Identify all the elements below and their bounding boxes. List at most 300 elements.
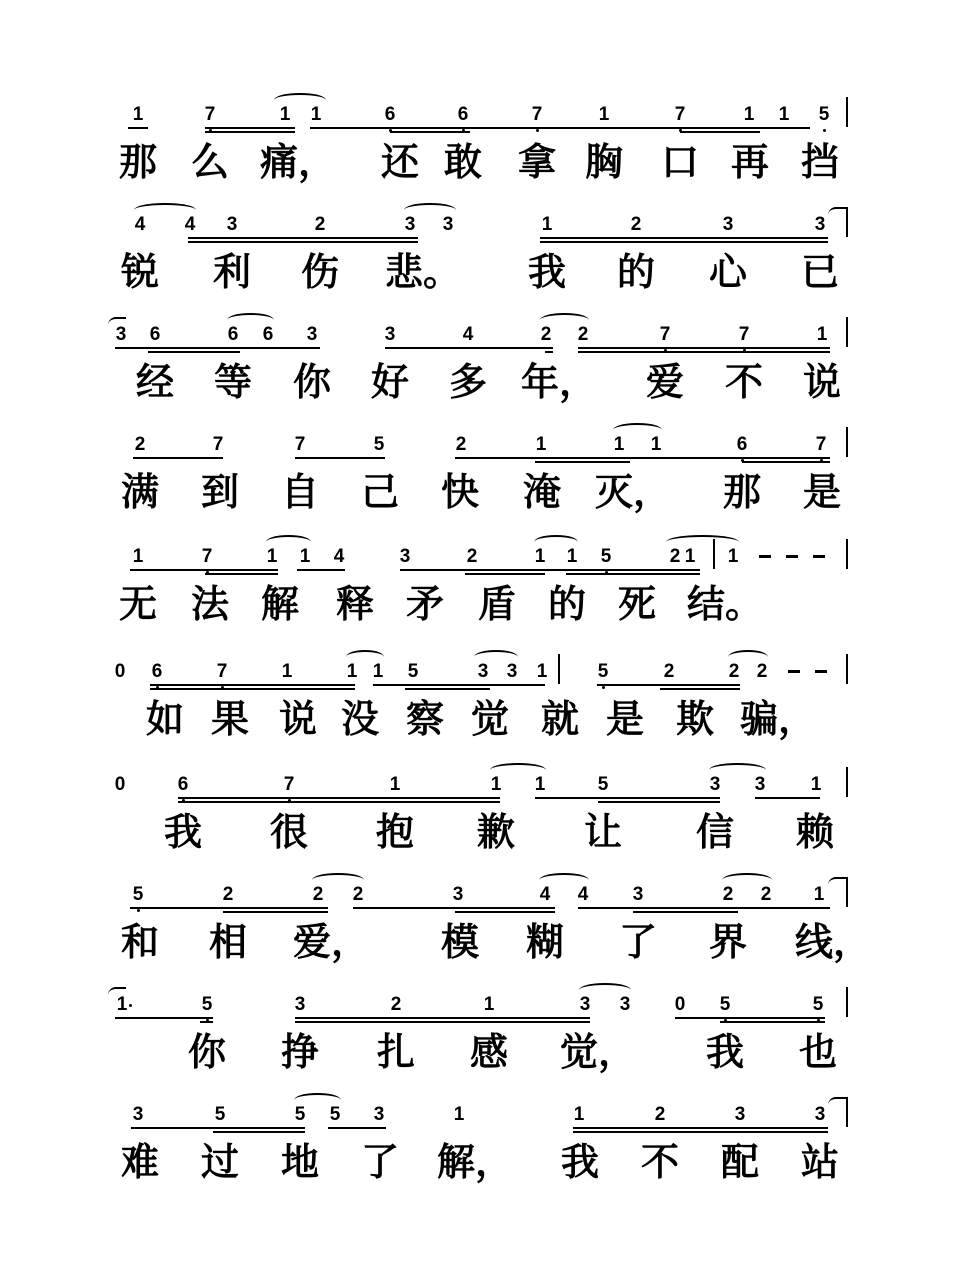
rhythm-underline: [213, 1127, 305, 1129]
rhythm-underline: [223, 911, 328, 913]
rhythm-underline: [295, 1017, 590, 1019]
note: [752, 662, 772, 682]
rhythm-underline: [115, 1017, 213, 1019]
lyric-char: 伤: [300, 249, 339, 294]
note-digit: 3: [442, 214, 454, 235]
lyric-char: 说: [278, 696, 317, 741]
note-digit: 1: [810, 774, 822, 795]
note: [502, 662, 522, 682]
note-digit: 3: [619, 994, 631, 1015]
note: [279, 775, 299, 795]
low-octave-dot: [823, 129, 826, 132]
lyric-char: 你: [292, 359, 331, 404]
score-line: [0, 535, 960, 645]
lyric-char: 歉: [476, 809, 515, 854]
note: [573, 325, 593, 345]
lyric-char: 爱，: [293, 919, 370, 964]
note: [530, 547, 550, 567]
note: [730, 1105, 750, 1125]
rhythm-underline: [720, 1017, 825, 1019]
note: [473, 662, 493, 682]
lyric-char: 欺: [675, 696, 714, 741]
tie-arc: [534, 535, 578, 549]
note-digit: 7: [212, 434, 224, 455]
rhythm-underline: [455, 907, 555, 909]
note-digit: 1: [453, 1104, 465, 1125]
note-digit: 1: [816, 324, 828, 345]
note-digit: 3: [226, 214, 238, 235]
note-digit: 3: [814, 214, 826, 235]
note: [110, 662, 130, 682]
lyric-char: 己: [360, 469, 399, 514]
lyric-char: 如: [145, 696, 184, 741]
note: [128, 105, 148, 125]
note: [128, 1105, 148, 1125]
score-line: [0, 763, 960, 873]
note: [808, 995, 828, 1015]
note: [715, 995, 735, 1015]
note-digit: 3: [477, 661, 489, 682]
lyric-char: 经: [135, 359, 174, 404]
rhythm-underline: [660, 684, 740, 686]
note: [810, 215, 830, 235]
note: [262, 547, 282, 567]
note-digit: 1: [684, 546, 696, 567]
lyric-char: 爱: [645, 359, 684, 404]
note: [310, 215, 330, 235]
barline: [713, 539, 715, 569]
note: [562, 547, 582, 567]
note-digit: 5: [818, 104, 830, 125]
note: [458, 325, 478, 345]
lyric-char: 糊: [525, 919, 564, 964]
lyric-char: 快: [440, 469, 479, 514]
lyric-char: 线，: [795, 919, 872, 964]
note-digit: 1: [541, 214, 553, 235]
note-digit: 7: [201, 546, 213, 567]
lyric-char: 多: [448, 359, 487, 404]
note-digit: 5: [597, 774, 609, 795]
note: [609, 435, 629, 455]
rhythm-underline: [178, 797, 500, 799]
note: [486, 775, 506, 795]
note: [223, 325, 243, 345]
note-digit: 1: [573, 1104, 585, 1125]
note: [732, 435, 752, 455]
note: [615, 995, 635, 1015]
note: [258, 325, 278, 345]
note: [811, 435, 831, 455]
lyric-char: 心: [708, 249, 747, 294]
note-digit: 7: [815, 434, 827, 455]
lyric-char: 敢: [443, 139, 482, 184]
note: [395, 547, 415, 567]
note-digit: 1: [490, 774, 502, 795]
lyric-char: 感: [469, 1029, 508, 1074]
lyric-char: 我: [560, 1139, 599, 1184]
note: [403, 662, 423, 682]
note-digit: 0: [114, 661, 126, 682]
note: [348, 885, 368, 905]
rhythm-underline: [205, 127, 295, 129]
barline: [558, 654, 560, 684]
note: [593, 662, 613, 682]
note-digit: 0: [114, 774, 126, 795]
rhythm-underline: [205, 131, 295, 133]
note-digit: 1: [650, 434, 662, 455]
note: [670, 995, 690, 1015]
rhythm-underline: [742, 461, 830, 463]
note-digit: 1: [310, 104, 322, 125]
note: [112, 995, 132, 1015]
note: [145, 325, 165, 345]
rhythm-underline: [148, 351, 240, 353]
lyric-char: 不: [640, 1139, 679, 1184]
rhythm-underline: [598, 797, 720, 799]
note-digit: 3: [384, 324, 396, 345]
tie-arc: [722, 873, 772, 887]
note: [530, 775, 550, 795]
note-digit: 5: [132, 884, 144, 905]
lyric-char: 满: [120, 469, 159, 514]
note-digit: 1: [727, 546, 739, 567]
note-digit: 2: [312, 884, 324, 905]
lyric-char: 口: [660, 139, 699, 184]
rhythm-underline: [742, 457, 830, 459]
score-line: [0, 1093, 960, 1203]
note-digit: 2: [669, 546, 681, 567]
note: [208, 435, 228, 455]
lyric-char: 利: [212, 249, 251, 294]
lyric-char: 么: [190, 139, 229, 184]
rhythm-underline: [540, 237, 828, 239]
tie-arc: [404, 203, 456, 217]
note-digit: 1: [566, 546, 578, 567]
tie-arc: [312, 873, 364, 887]
note-digit: 1: [266, 546, 278, 567]
low-octave-dot: [536, 129, 539, 132]
note-digit: 2: [222, 884, 234, 905]
lyric-char: 觉，: [560, 1029, 637, 1074]
lyric-char: 锐: [120, 249, 159, 294]
note: [368, 662, 388, 682]
barline: [846, 654, 848, 684]
lyric-char: 盾: [477, 581, 516, 626]
note: [130, 435, 150, 455]
rhythm-underline: [405, 684, 490, 686]
note-digit: 3: [115, 324, 127, 345]
note: [814, 105, 834, 125]
note-digit: 1: [483, 994, 495, 1015]
lyric-char: 再: [730, 139, 769, 184]
note: [646, 435, 666, 455]
rhythm-underline: [188, 237, 418, 239]
note-digit: 6: [177, 774, 189, 795]
note: [569, 1105, 589, 1125]
note: [718, 215, 738, 235]
note: [655, 325, 675, 345]
lyric-char: 挡: [800, 139, 839, 184]
note: [594, 105, 614, 125]
note: [200, 105, 220, 125]
rhythm-underline: [680, 127, 760, 129]
note-digit: 2: [577, 324, 589, 345]
note: [306, 105, 326, 125]
note: [628, 885, 648, 905]
lyric-char: 察: [405, 696, 444, 741]
note: [593, 775, 613, 795]
note: [739, 105, 759, 125]
lyric-char: 法: [190, 581, 229, 626]
note-digit: 3: [579, 994, 591, 1015]
note: [438, 215, 458, 235]
note-digit: 5: [329, 1104, 341, 1125]
note: [173, 775, 193, 795]
rhythm-underline: [200, 1017, 213, 1019]
lyric-char: 矛: [405, 581, 444, 626]
rhythm-underline: [720, 1021, 825, 1023]
rhythm-underline: [295, 1021, 590, 1023]
note-digit: 2: [314, 214, 326, 235]
note-digit: 3: [132, 1104, 144, 1125]
sustain-dash: [786, 555, 798, 558]
rhythm-underline: [598, 801, 720, 803]
rhythm-underline: [133, 457, 223, 459]
barline: [846, 427, 848, 457]
note-digit: 7: [738, 324, 750, 345]
note-digit: 1: [613, 434, 625, 455]
note-digit: 4: [539, 884, 551, 905]
rhythm-underline: [385, 347, 553, 349]
rhythm-underline: [535, 461, 630, 463]
note-digit: 1: [116, 994, 128, 1015]
lyric-char: 就: [540, 696, 579, 741]
note: [295, 547, 315, 567]
note-digit: 3: [373, 1104, 385, 1125]
note-digit: 3: [506, 661, 518, 682]
barline: [846, 317, 848, 347]
lyric-char: 赖: [795, 809, 834, 854]
tie-arc: [666, 535, 739, 549]
sustain-dash: [813, 555, 825, 558]
lyric-char: 果: [210, 696, 249, 741]
tie-arc: [274, 93, 326, 107]
lyric-char: 释: [335, 581, 374, 626]
note-digit: 3: [814, 1104, 826, 1125]
barline: [846, 767, 848, 797]
note: [575, 995, 595, 1015]
rhythm-underline: [128, 127, 148, 129]
score-line: [0, 203, 960, 313]
note-digit: 3: [632, 884, 644, 905]
barline: [846, 207, 848, 237]
note: [449, 1105, 469, 1125]
note-digit: 3: [452, 884, 464, 905]
tie-arc: [266, 535, 311, 549]
tie-arc: [728, 650, 768, 664]
augmentation-dot: [129, 1004, 132, 1007]
note: [670, 105, 690, 125]
note-digit: 5: [214, 1104, 226, 1125]
note: [147, 662, 167, 682]
note: [369, 435, 389, 455]
note: [448, 885, 468, 905]
score-line: [0, 983, 960, 1093]
note-digit: 1: [534, 774, 546, 795]
note-digit: 0: [674, 994, 686, 1015]
lyric-char: 很: [269, 809, 308, 854]
low-octave-dot: [602, 686, 605, 689]
note: [197, 547, 217, 567]
note-digit: 5: [294, 1104, 306, 1125]
note-digit: 7: [674, 104, 686, 125]
rhythm-underline: [540, 241, 828, 243]
rhythm-underline: [566, 573, 700, 575]
lyric-char: 扎: [376, 1029, 415, 1074]
rhythm-underline: [505, 684, 545, 686]
rhythm-underline: [465, 573, 545, 575]
note: [325, 1105, 345, 1125]
tie-arc: [539, 873, 589, 887]
note-digit: 1: [813, 884, 825, 905]
note: [385, 775, 405, 795]
lyric-char: 那: [722, 469, 761, 514]
note-digit: 2: [756, 661, 768, 682]
note-digit: 3: [722, 214, 734, 235]
rhythm-underline: [545, 351, 553, 353]
rhythm-underline: [205, 569, 278, 571]
tie-arc: [540, 313, 589, 327]
note-digit: 6: [151, 661, 163, 682]
note-digit: 2: [390, 994, 402, 1015]
note-digit: 7: [204, 104, 216, 125]
note-digit: 6: [457, 104, 469, 125]
note: [537, 215, 557, 235]
rhythm-underline: [223, 907, 328, 909]
note-digit: 1: [132, 546, 144, 567]
rhythm-underline: [535, 457, 630, 459]
lyric-char: 解，: [437, 1139, 514, 1184]
note: [218, 885, 238, 905]
barline: [846, 987, 848, 1017]
lyric-char: 悲。: [385, 249, 462, 294]
tie-arc: [346, 650, 384, 664]
lyric-char: 是: [802, 469, 841, 514]
lyric-char: 拿: [517, 139, 556, 184]
note: [128, 547, 148, 567]
note-digit: 2: [630, 214, 642, 235]
lyric-char: 的: [616, 249, 655, 294]
rhythm-underline: [680, 131, 760, 133]
tie-arc: [134, 203, 196, 217]
lyric-char: 我: [527, 249, 566, 294]
lyric-char: 死: [617, 581, 656, 626]
rhythm-underline: [537, 127, 610, 129]
score-line: [0, 93, 960, 203]
note: [329, 547, 349, 567]
lyric-char: 好: [370, 359, 409, 404]
note-digit: 7: [216, 661, 228, 682]
low-octave-dot: [137, 909, 140, 912]
note-digit: 5: [407, 661, 419, 682]
sustain-dash: [788, 670, 800, 673]
lyric-char: 和: [120, 919, 159, 964]
lyric-char: 让: [583, 809, 622, 854]
lyric-char: 站: [800, 1139, 839, 1184]
rhythm-underline: [150, 684, 355, 686]
lyric-char: 界: [708, 919, 747, 964]
note-digit: 5: [597, 661, 609, 682]
rhythm-underline: [633, 907, 738, 909]
lyric-char: 结。: [687, 581, 764, 626]
tie-continuation-arc: [108, 317, 126, 327]
note: [680, 547, 700, 567]
rhythm-underline: [205, 573, 278, 575]
lyric-char: 还: [380, 139, 419, 184]
lyric-char: 了: [360, 1139, 399, 1184]
note: [756, 885, 776, 905]
rhythm-underline: [390, 127, 470, 129]
note-digit: 5: [201, 994, 213, 1015]
rhythm-underline: [578, 347, 830, 349]
score-line: [0, 313, 960, 423]
note: [809, 885, 829, 905]
note-digit: 7: [659, 324, 671, 345]
note-digit: 7: [294, 434, 306, 455]
lyric-char: 那: [118, 139, 157, 184]
note: [531, 435, 551, 455]
note-digit: 1: [778, 104, 790, 125]
rhythm-underline: [573, 1131, 828, 1133]
note: [386, 995, 406, 1015]
note-digit: 4: [184, 214, 196, 235]
note: [479, 995, 499, 1015]
note: [527, 105, 547, 125]
note: [290, 435, 310, 455]
lyric-char: 我: [163, 809, 202, 854]
rhythm-underline: [150, 688, 355, 690]
note-digit: 3: [734, 1104, 746, 1125]
note-digit: 2: [728, 661, 740, 682]
lyric-char: 抱: [375, 809, 414, 854]
note-digit: 3: [754, 774, 766, 795]
lyric-char: 淹: [522, 469, 561, 514]
rhythm-underline: [328, 1127, 386, 1129]
note: [222, 215, 242, 235]
note: [810, 1105, 830, 1125]
note: [128, 885, 148, 905]
lyric-char: 已: [800, 249, 839, 294]
lyric-char: 胸: [584, 139, 623, 184]
note: [290, 995, 310, 1015]
note: [197, 995, 217, 1015]
lyric-char: 没: [340, 696, 379, 741]
lyric-char: 到: [200, 469, 239, 514]
barline: [846, 539, 848, 569]
note: [536, 325, 556, 345]
score-line: [0, 423, 960, 533]
note-digit: 2: [134, 434, 146, 455]
note-digit: 6: [149, 324, 161, 345]
note: [302, 325, 322, 345]
lyric-char: 是: [605, 696, 644, 741]
tie-arc: [709, 763, 766, 777]
tie-continuation-arc: [108, 987, 126, 997]
tie-arc: [579, 983, 631, 997]
note-digit: 3: [306, 324, 318, 345]
lyric-char: 我: [705, 1029, 744, 1074]
note-digit: 1: [279, 104, 291, 125]
